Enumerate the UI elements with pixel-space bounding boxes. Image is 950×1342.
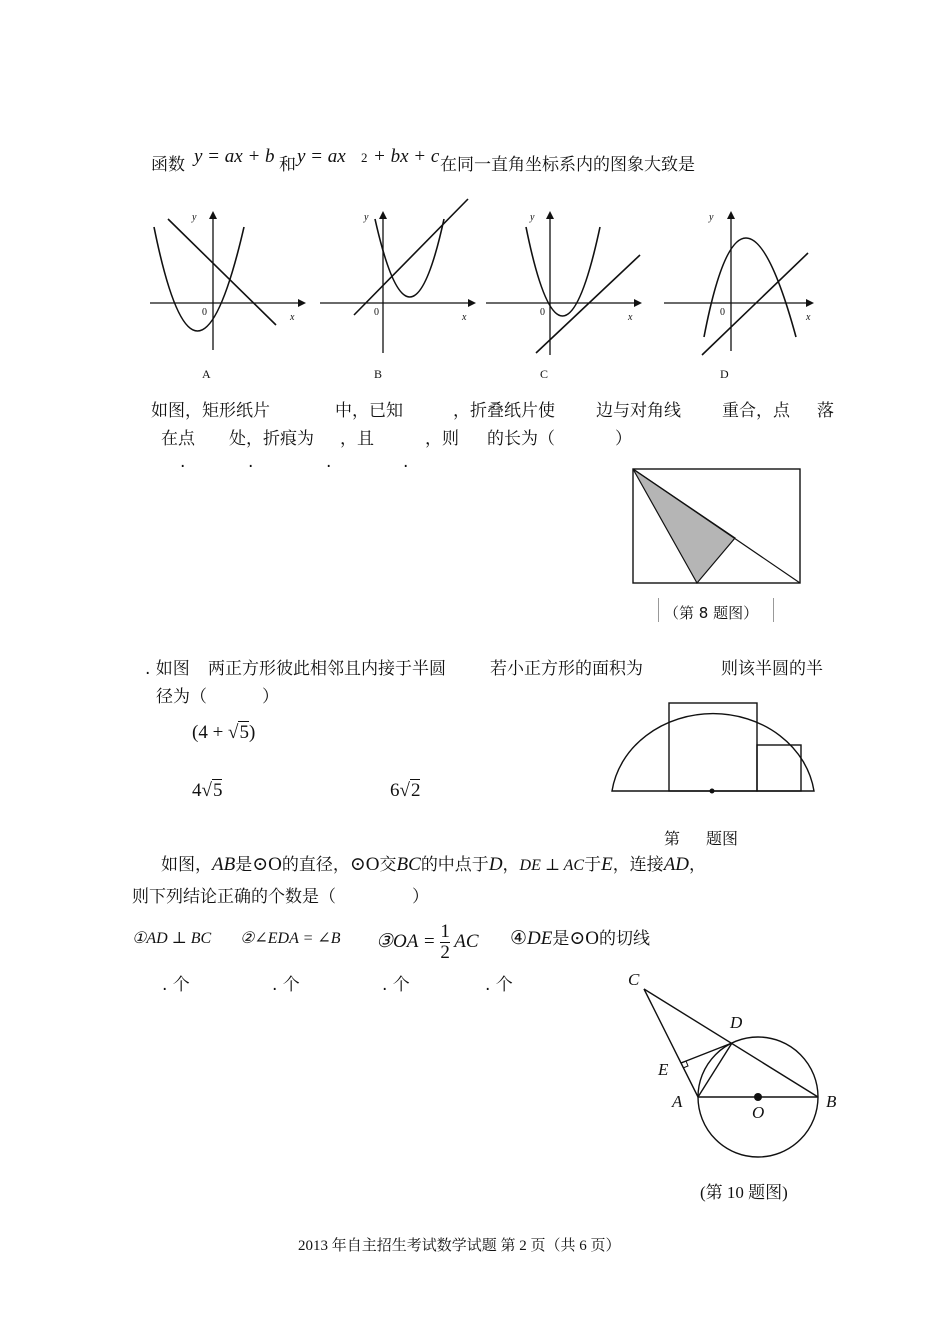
q10-choice-b: . 个 <box>272 975 300 995</box>
q8-line2-part5: 的长为（ <box>487 429 555 449</box>
q9-line1-part1: . 如图 <box>145 659 190 679</box>
q10-de-perp-ac: DE ⊥ AC <box>519 857 585 874</box>
q8-choice-c: . <box>326 452 332 472</box>
q9-option-a-close: ) <box>248 722 256 743</box>
graph-d-x-label: x <box>806 312 811 323</box>
q10-line2-close: ） <box>412 887 429 907</box>
q10-line2: 则下列结论正确的个数是（ <box>132 887 336 907</box>
q9-option-d-radicand: 2 <box>410 780 421 801</box>
q10-statement-4-is: 是 <box>552 929 570 949</box>
q10-text-4: 交 <box>379 855 397 875</box>
q8-choice-b: . <box>248 452 254 472</box>
q10-choice-d: . 个 <box>485 975 513 995</box>
q7-eq2-exponent: 2 <box>361 150 368 165</box>
q10-figure-label-b: B <box>826 1092 837 1111</box>
q8-line2-part6: ） <box>615 429 632 449</box>
q10-point-e: E <box>601 854 613 875</box>
q9-option-a-radicand: 5 <box>239 722 249 743</box>
q10-statement-2: ②∠EDA = ∠B <box>240 930 341 947</box>
graph-d-option-label: D <box>720 367 729 381</box>
q9-semicircle-figure <box>608 698 818 796</box>
graph-a <box>140 205 310 385</box>
graph-a-origin: 0 <box>202 307 207 318</box>
q10-text-6: ， <box>502 855 520 875</box>
graph-b-y-label: y <box>364 212 369 223</box>
q7-eq2-rest: + bx + c <box>373 146 440 167</box>
graph-b-x-label: x <box>462 312 467 323</box>
q10-text-3: 的直径， <box>281 855 350 875</box>
page-footer: 2013 年自主招生考试数学试题 第 2 页（共 6 页） <box>298 1238 621 1254</box>
q10-ab: AB <box>212 854 236 875</box>
q10-statement-3-fraction <box>440 922 450 963</box>
q10-caption: (第 10 题图) <box>700 1183 788 1202</box>
q8-line1-part6: 落 <box>817 401 834 421</box>
q9-option-a: (4 + √5) <box>192 722 256 743</box>
q9-option-c-radicand: 5 <box>212 780 223 801</box>
q8-caption: （第 8 题图） <box>664 604 759 622</box>
q8-line2-part2: 处，折痕为 <box>229 429 314 449</box>
q10-statement-3 <box>376 922 479 963</box>
q9-option-d: 6√2 <box>390 780 421 801</box>
q10-text-8: ，连接 <box>612 855 664 875</box>
graph-c-x-label: x <box>628 312 633 323</box>
graph-d-y-label: y <box>709 212 714 223</box>
q8-line1-part5: 重合，点 <box>722 401 790 421</box>
q7-suffix: 在同一直角坐标系内的图象大致是 <box>440 155 695 175</box>
q10-statement-1: ①AD ⊥ BC <box>132 930 212 947</box>
q10-text-7: 于 <box>584 855 602 875</box>
q9-line2-close: ） <box>262 687 279 707</box>
graph-b <box>312 205 482 385</box>
q10-ad: AD <box>663 854 690 875</box>
q8-rectangle-figure <box>630 466 805 588</box>
q10-circle-figure <box>620 965 850 1180</box>
q8-line1-part2: 中，已知 <box>335 401 403 421</box>
q10-bc: BC <box>396 854 421 875</box>
q9-caption-part1: 第 <box>664 829 681 848</box>
q8-caption-bar-left <box>658 598 659 622</box>
q7-and: 和 <box>279 155 296 175</box>
q10-text-5: 的中点于 <box>420 855 489 875</box>
q10-figure-label-d: D <box>730 1013 743 1032</box>
q10-circle-o-2: ⊙O <box>349 854 380 875</box>
q9-line1-part2: 两正方形彼此相邻且内接于半圆 <box>208 659 446 679</box>
graph-a-y-label: y <box>192 212 197 223</box>
q8-line2-part3: ，且 <box>340 429 374 449</box>
q8-line1-part4: 边与对角线 <box>596 401 681 421</box>
graph-c-y-label: y <box>530 212 535 223</box>
q10-figure-label-c: C <box>628 970 640 989</box>
q7-eq1: y = ax + b <box>194 146 275 167</box>
graph-b-origin: 0 <box>374 307 379 318</box>
q8-choice-a: . <box>180 452 186 472</box>
q8-caption-bar-right <box>773 598 774 622</box>
q10-text-1: 如图， <box>161 855 212 875</box>
q10-figure-label-o: O <box>752 1103 765 1122</box>
q10-statement-3-right: AC <box>454 930 479 952</box>
q10-text-9: ， <box>689 855 707 875</box>
q10-text-2: 是 <box>235 855 253 875</box>
q10-statement-4 <box>510 924 650 950</box>
q10-figure-label-e: E <box>658 1060 669 1079</box>
q9-option-a-prefix: (4 + <box>192 722 229 743</box>
q7-eq2: y = ax <box>297 146 346 167</box>
graph-c-origin: 0 <box>540 307 545 318</box>
q8-line2-part1: 在点 <box>161 429 195 449</box>
q9-option-c: 4√5 <box>192 780 223 801</box>
q8-line1-part3: ，折叠纸片使 <box>453 401 555 421</box>
q10-circle-o-1: ⊙O <box>252 854 282 875</box>
q10-statement-4-num: ④ <box>510 928 528 949</box>
graph-c <box>478 205 648 385</box>
q10-statement-4-de: DE <box>527 928 553 949</box>
q10-choice-c: . 个 <box>382 975 410 995</box>
q10-fraction-numerator: 1 <box>440 921 450 942</box>
q10-statement-4-circle: ⊙O <box>569 928 600 949</box>
q9-line1-part3: 若小正方形的面积为 <box>490 659 643 679</box>
q9-caption-part2: 题图 <box>706 829 739 848</box>
q10-statement-4-tangent: 的切线 <box>599 929 651 949</box>
q8-line1-part1: 如图，矩形纸片 <box>151 401 270 421</box>
graph-b-option-label: B <box>374 367 383 381</box>
q10-point-d: D <box>488 854 503 875</box>
q10-stem-line1 <box>161 850 706 876</box>
graph-a-x-label: x <box>290 312 295 323</box>
q9-option-d-coef: 6 <box>390 780 400 801</box>
q9-option-c-coef: 4 <box>192 780 202 801</box>
q8-line2-part4: ，则 <box>425 429 459 449</box>
q10-figure-label-a: A <box>672 1092 683 1111</box>
q7-prefix: 函数 <box>151 155 185 175</box>
q9-line1-part4: 则该半圆的半 <box>721 659 823 679</box>
q9-line2: 径为（ <box>156 687 207 707</box>
graph-d <box>656 205 826 385</box>
graph-d-origin: 0 <box>720 307 725 318</box>
q10-fraction-denominator: 2 <box>440 942 450 963</box>
graph-a-option-label: A <box>202 367 211 381</box>
q8-choice-d: . <box>403 452 409 472</box>
q10-choice-a: . 个 <box>162 975 190 995</box>
q10-statement-3-left: ③OA = <box>376 930 436 952</box>
graph-c-option-label: C <box>540 367 549 381</box>
